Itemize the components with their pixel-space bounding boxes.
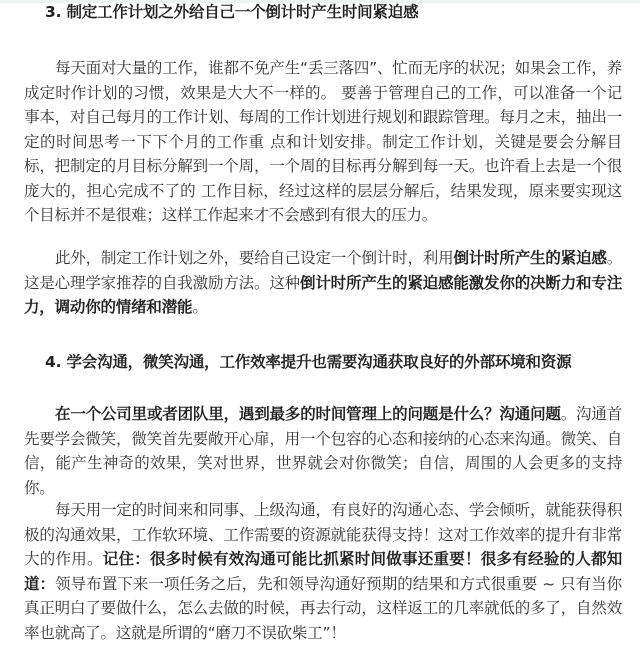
paragraph-text: 。	[192, 298, 208, 316]
paragraph-text: 。沟通首先要学会微笑，微笑首先要敞开心扉，用一个包容的心态和接纳的心态来沟通。微笑、自信，能产生神奇的效果，笑对世界，世界就会对你微笑；自信，周围的人会更多的支持你。	[24, 405, 623, 497]
paragraph-daily-communication	[24, 498, 622, 645]
emphasis-text: 在一个公司里或者团队里，遇到最多的时间管理上的问题是什么？沟通问题	[55, 405, 561, 423]
emphasis-text: 记住：很多时候有效沟通可能比抓紧时间做事还重要！很多有经验的人都知道：	[24, 550, 622, 593]
paragraph-text: 领导布置下来一项任务之后，先和领导沟通好预期的结果和方式很重要 ~ 只有当你真正明白了要做什么，怎么去做的时候，再去行动，这样返工的几率就低的多了，自然效率也就高了。这就是所谓的“磨刀不误砍柴工”！	[24, 574, 622, 642]
paragraph-text: 每天用一定的时间来和同事、上级沟通，有良好的沟通心态、学会倾听，就能获得积极的沟通效果，工作软环境、工作需要的资源就能获得支持！这对工作效率的提升有非常大的作用。	[24, 501, 622, 568]
paragraph-text: 每天面对大量的工作，谁都不免产生“丢三落四”、忙而无序的状况；如果会工作，养成定时作计划的习惯，效果是大大不一样的。 要善于管理自己的工作，可以准备一个记事本，对自己每月的工作计划、每周的工作计划进行规划和跟踪管理。每月之末，抽出一定的时间思考一下下个月的工作重 点和计划安排。制定工作计划，关键是要会分解目标，把制定的月目标分解到一个周，一个周的目标再分解到每一天。也许看上去是一个很庞大的，担心完成不了的 工作目标，经过这样的层层分解后，结果发现，原来要实现这个目标并不是很难；这样工作起来才不会感到有很大的压力。	[24, 59, 622, 224]
paragraph-communication-problem	[24, 402, 622, 500]
section-3-heading: 3. 制定工作计划之外给自己一个倒计时产生时间紧迫感	[45, 3, 419, 21]
emphasis-text: 倒计时所产生的紧迫感能激发你的决断力和专注力，调动你的情绪和潜能	[24, 273, 622, 316]
emphasis-text: 倒计时所产生的紧迫感	[453, 249, 607, 267]
paragraph-text: 。这是心理学家推荐的自我激励方法。这种	[24, 249, 622, 292]
paragraph-countdown	[24, 246, 622, 320]
section-4-heading: 4. 学会沟通，微笑沟通，工作效率提升也需要沟通获取良好的外部环境和资源	[45, 353, 572, 371]
paragraph-work-plan	[24, 56, 622, 228]
paragraph-text: 此外，制定工作计划之外，要给自己设定一个倒计时，利用	[55, 249, 454, 267]
